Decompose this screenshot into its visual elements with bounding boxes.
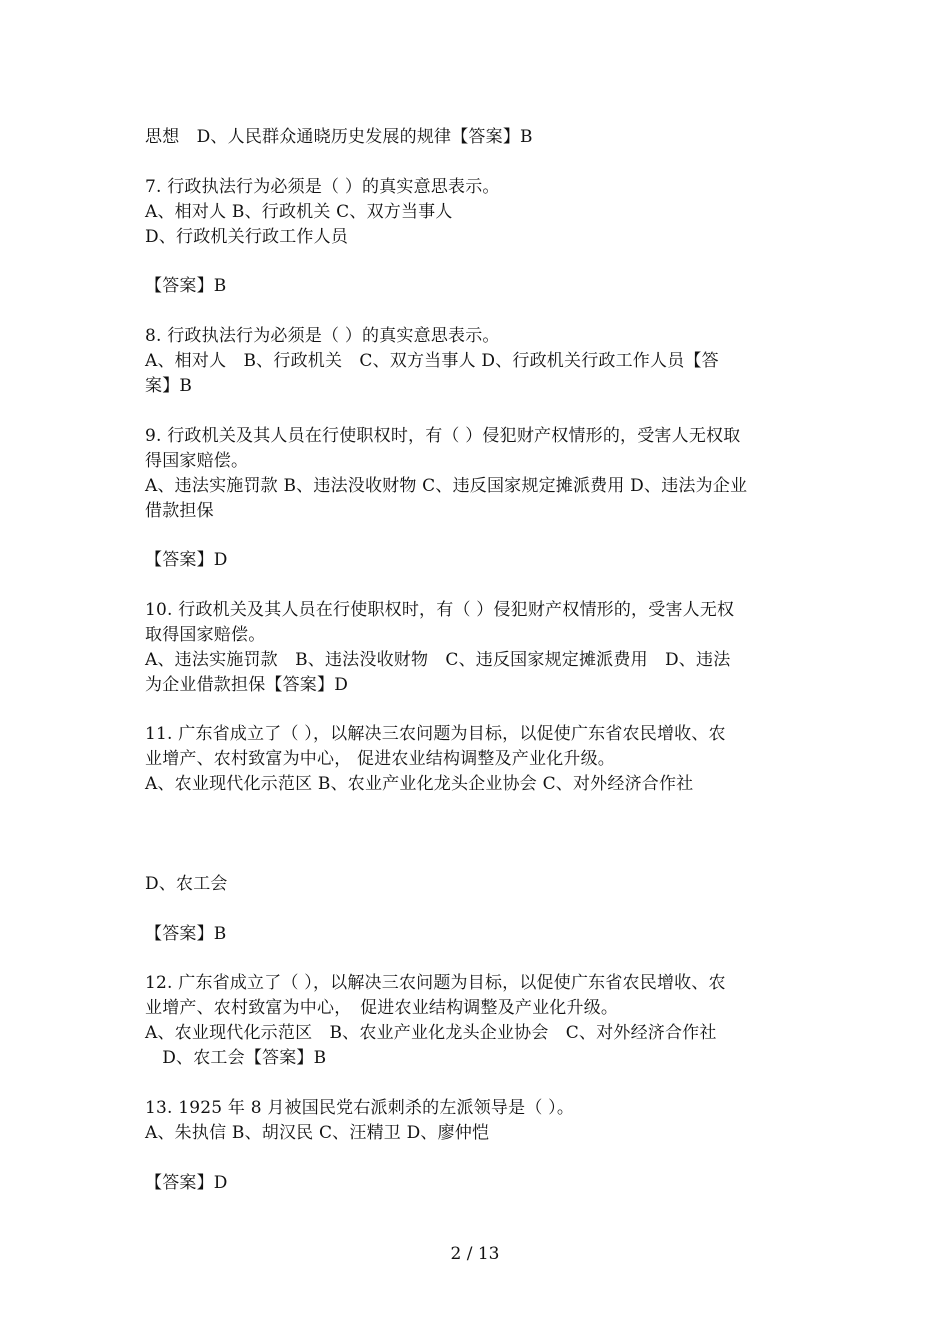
question-10-answer: 为企业借款担保【答案】D bbox=[145, 675, 349, 695]
question-11-options: D、农工会 bbox=[145, 874, 228, 894]
question-7-answer: 【答案】B bbox=[145, 276, 227, 296]
question-9-options: 借款担保 bbox=[145, 501, 214, 521]
question-11-options: A、农业现代化示范区 B、农业产业化龙头企业协会 C、对外经济合作社 bbox=[145, 774, 694, 794]
question-12-answer: D、农工会【答案】B bbox=[145, 1048, 327, 1068]
question-10: 取得国家赔偿。 bbox=[145, 625, 266, 645]
question-7-options: D、行政机关行政工作人员 bbox=[145, 227, 349, 247]
question-8-options: A、相对人 B、行政机关 C、双方当事人 D、行政机关行政工作人员【答 bbox=[145, 351, 719, 371]
question-13: 13. 1925 年 8 月被国民党右派刺杀的左派领导是（ ）。 bbox=[145, 1098, 575, 1118]
page-number: 2 / 13 bbox=[450, 1244, 500, 1264]
question-9: 9. 行政机关及其人员在行使职权时，有（ ）侵犯财产权情形的，受害人无权取 bbox=[145, 426, 741, 446]
question-12: 12. 广东省成立了（ ），以解决三农问题为目标，以促使广东省农民增收、农 bbox=[145, 973, 726, 993]
question-7: 7. 行政执法行为必须是（ ）的真实意思表示。 bbox=[145, 177, 500, 197]
question-11: 11. 广东省成立了（ ），以解决三农问题为目标，以促使广东省农民增收、农 bbox=[145, 724, 726, 744]
question-12: 业增产、农村致富为中心， 促进农业结构调整及产业化升级。 bbox=[145, 998, 619, 1018]
question-13-options: A、朱执信 B、胡汉民 C、汪精卫 D、廖仲恺 bbox=[145, 1123, 490, 1143]
question-9: 得国家赔偿。 bbox=[145, 451, 249, 471]
question-9-answer: 【答案】D bbox=[145, 550, 228, 570]
question-10-options: A、违法实施罚款 B、违法没收财物 C、违反国家规定摊派费用 D、违法 bbox=[145, 650, 731, 670]
question-9-options: A、违法实施罚款 B、违法没收财物 C、违反国家规定摊派费用 D、违法为企业 bbox=[145, 476, 748, 496]
question-10: 10. 行政机关及其人员在行使职权时，有（ ）侵犯财产权情形的，受害人无权 bbox=[145, 600, 735, 620]
question-11: 业增产、农村致富为中心， 促进农业结构调整及产业化升级。 bbox=[145, 749, 616, 769]
text-line: 思想 D、人民群众通晓历史发展的规律【答案】B bbox=[145, 127, 533, 147]
question-8: 8. 行政执法行为必须是（ ）的真实意思表示。 bbox=[145, 326, 500, 346]
question-13-answer: 【答案】D bbox=[145, 1173, 228, 1193]
question-11-answer: 【答案】B bbox=[145, 924, 227, 944]
question-8-answer: 案】B bbox=[145, 376, 193, 396]
question-7-options: A、相对人 B、行政机关 C、双方当事人 bbox=[145, 202, 453, 222]
question-12-options: A、农业现代化示范区 B、农业产业化龙头企业协会 C、对外经济合作社 bbox=[145, 1023, 717, 1043]
